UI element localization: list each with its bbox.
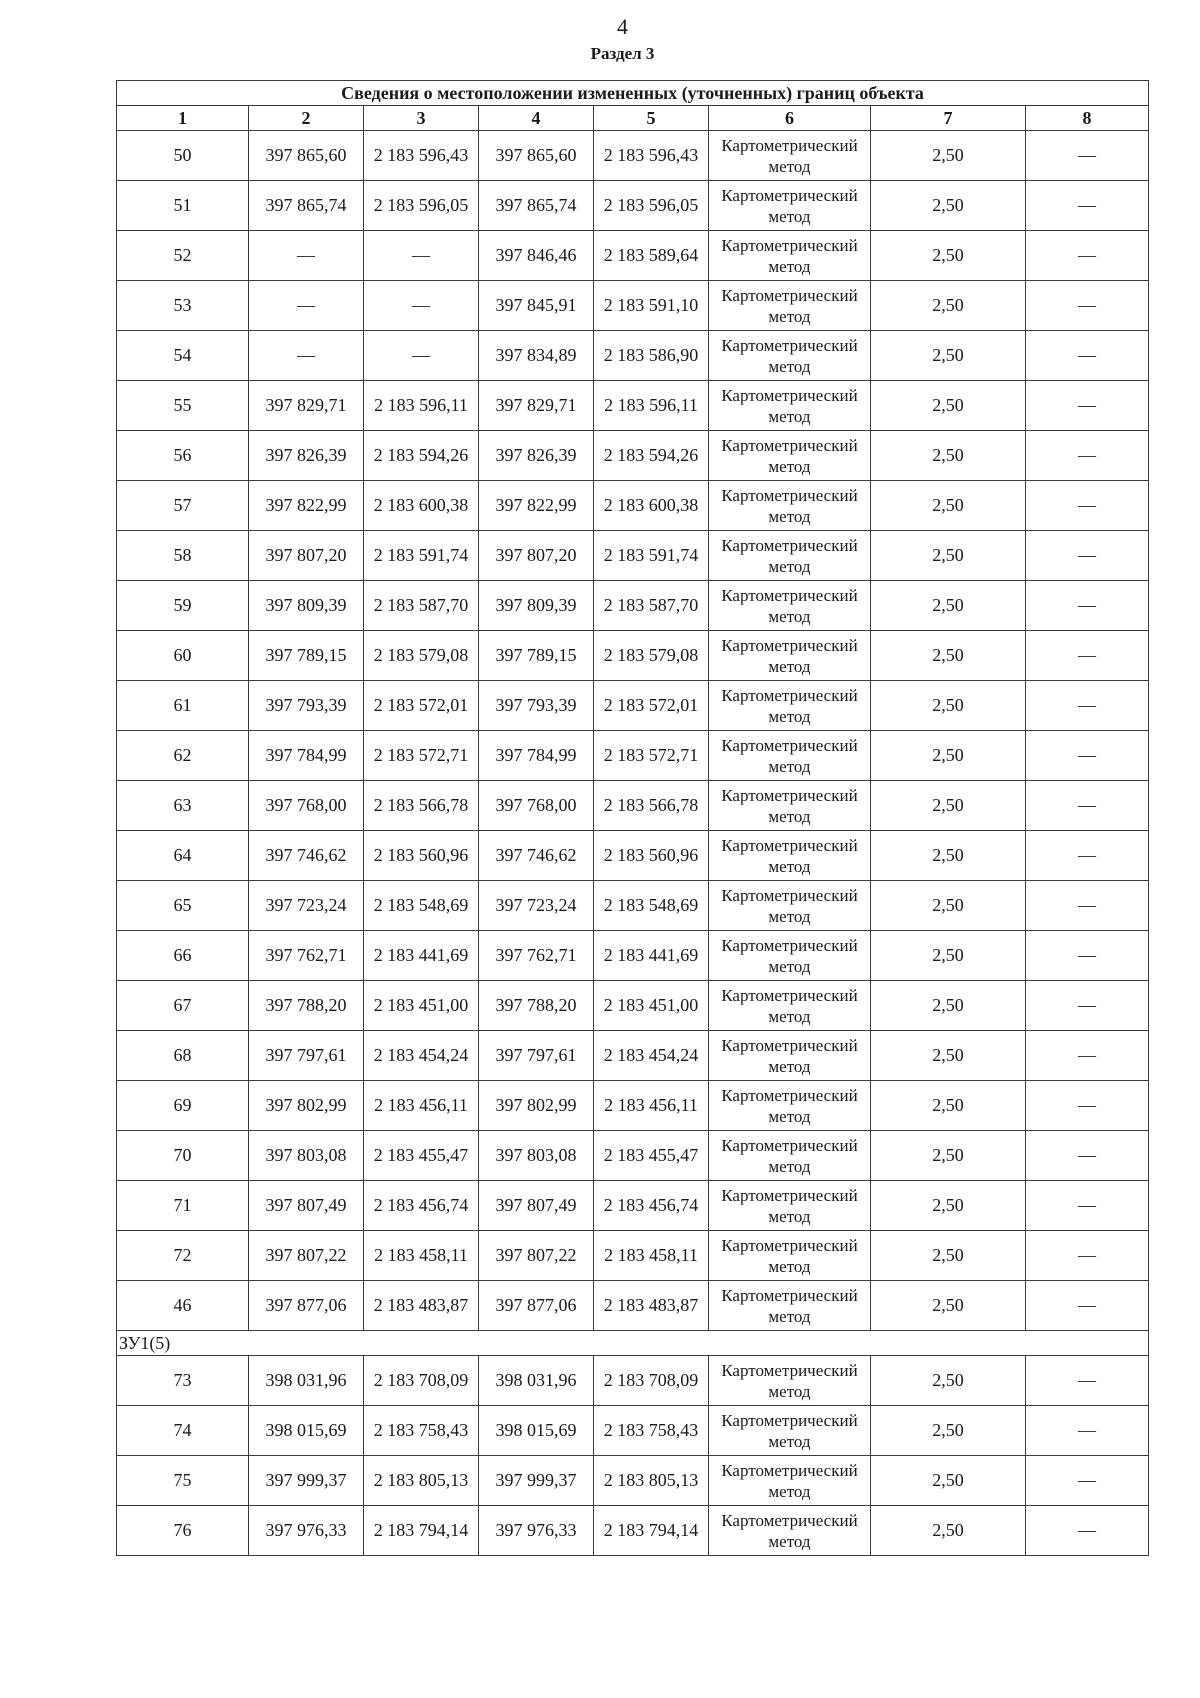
new-x-cell: 397 802,99 bbox=[479, 1081, 594, 1131]
table-row bbox=[117, 331, 1149, 381]
description-cell: — bbox=[1026, 931, 1149, 981]
method-cell: Картометрический метод bbox=[709, 681, 871, 731]
point-number-cell: 68 bbox=[117, 1031, 249, 1081]
new-y-cell: 2 183 594,26 bbox=[594, 431, 709, 481]
point-number-cell: 58 bbox=[117, 531, 249, 581]
point-number-cell: 70 bbox=[117, 1131, 249, 1181]
old-y-cell: 2 183 451,00 bbox=[364, 981, 479, 1031]
new-x-cell: 397 809,39 bbox=[479, 581, 594, 631]
method-cell: Картометрический метод bbox=[709, 281, 871, 331]
point-number-cell: 69 bbox=[117, 1081, 249, 1131]
new-x-cell: 397 803,08 bbox=[479, 1131, 594, 1181]
precision-cell: 2,50 bbox=[871, 1231, 1026, 1281]
precision-cell: 2,50 bbox=[871, 731, 1026, 781]
table-row bbox=[117, 1506, 1149, 1556]
table-row bbox=[117, 231, 1149, 281]
precision-cell: 2,50 bbox=[871, 1081, 1026, 1131]
new-y-cell: 2 183 566,78 bbox=[594, 781, 709, 831]
new-y-cell: 2 183 794,14 bbox=[594, 1506, 709, 1556]
description-cell: — bbox=[1026, 731, 1149, 781]
precision-cell: 2,50 bbox=[871, 831, 1026, 881]
description-cell: — bbox=[1026, 181, 1149, 231]
old-x-cell: 397 807,20 bbox=[249, 531, 364, 581]
new-x-cell: 397 976,33 bbox=[479, 1506, 594, 1556]
old-x-cell: 397 865,60 bbox=[249, 131, 364, 181]
table-row bbox=[117, 1281, 1149, 1331]
precision-cell: 2,50 bbox=[871, 1031, 1026, 1081]
point-number-cell: 61 bbox=[117, 681, 249, 731]
description-cell: — bbox=[1026, 1281, 1149, 1331]
precision-cell: 2,50 bbox=[871, 531, 1026, 581]
old-x-cell: 397 789,15 bbox=[249, 631, 364, 681]
description-cell: — bbox=[1026, 1506, 1149, 1556]
method-cell: Картометрический метод bbox=[709, 1506, 871, 1556]
precision-cell: 2,50 bbox=[871, 631, 1026, 681]
point-number-cell: 54 bbox=[117, 331, 249, 381]
method-cell: Картометрический метод bbox=[709, 1231, 871, 1281]
description-cell: — bbox=[1026, 681, 1149, 731]
precision-cell: 2,50 bbox=[871, 1356, 1026, 1406]
point-number-cell: 55 bbox=[117, 381, 249, 431]
page-number: 4 bbox=[617, 14, 628, 39]
table-row bbox=[117, 631, 1149, 681]
column-header: 3 bbox=[364, 106, 479, 131]
old-x-cell: 397 865,74 bbox=[249, 181, 364, 231]
new-y-cell: 2 183 483,87 bbox=[594, 1281, 709, 1331]
description-cell: — bbox=[1026, 431, 1149, 481]
new-y-cell: 2 183 708,09 bbox=[594, 1356, 709, 1406]
description-cell: — bbox=[1026, 1406, 1149, 1456]
table-row bbox=[117, 1406, 1149, 1456]
method-cell: Картометрический метод bbox=[709, 1456, 871, 1506]
old-x-cell: — bbox=[249, 231, 364, 281]
new-y-cell: 2 183 458,11 bbox=[594, 1231, 709, 1281]
old-y-cell: 2 183 441,69 bbox=[364, 931, 479, 981]
old-x-cell: 397 976,33 bbox=[249, 1506, 364, 1556]
old-x-cell: 397 999,37 bbox=[249, 1456, 364, 1506]
new-x-cell: 397 865,60 bbox=[479, 131, 594, 181]
table-row bbox=[117, 281, 1149, 331]
description-cell: — bbox=[1026, 131, 1149, 181]
old-y-cell: 2 183 708,09 bbox=[364, 1356, 479, 1406]
new-y-cell: 2 183 587,70 bbox=[594, 581, 709, 631]
new-x-cell: 397 877,06 bbox=[479, 1281, 594, 1331]
point-number-cell: 60 bbox=[117, 631, 249, 681]
old-x-cell: 397 784,99 bbox=[249, 731, 364, 781]
precision-cell: 2,50 bbox=[871, 781, 1026, 831]
point-number-cell: 76 bbox=[117, 1506, 249, 1556]
precision-cell: 2,50 bbox=[871, 131, 1026, 181]
description-cell: — bbox=[1026, 1081, 1149, 1131]
new-x-cell: 397 793,39 bbox=[479, 681, 594, 731]
new-y-cell: 2 183 454,24 bbox=[594, 1031, 709, 1081]
old-y-cell: 2 183 455,47 bbox=[364, 1131, 479, 1181]
point-number-cell: 73 bbox=[117, 1356, 249, 1406]
new-y-cell: 2 183 758,43 bbox=[594, 1406, 709, 1456]
new-x-cell: 397 829,71 bbox=[479, 381, 594, 431]
old-y-cell: 2 183 600,38 bbox=[364, 481, 479, 531]
description-cell: — bbox=[1026, 1131, 1149, 1181]
new-y-cell: 2 183 591,74 bbox=[594, 531, 709, 581]
description-cell: — bbox=[1026, 381, 1149, 431]
old-y-cell: 2 183 572,71 bbox=[364, 731, 479, 781]
precision-cell: 2,50 bbox=[871, 1506, 1026, 1556]
new-x-cell: 397 807,22 bbox=[479, 1231, 594, 1281]
old-x-cell: 398 015,69 bbox=[249, 1406, 364, 1456]
table-row bbox=[117, 1081, 1149, 1131]
new-y-cell: 2 183 456,11 bbox=[594, 1081, 709, 1131]
column-header: 5 bbox=[594, 106, 709, 131]
old-x-cell: 397 803,08 bbox=[249, 1131, 364, 1181]
method-cell: Картометрический метод bbox=[709, 381, 871, 431]
point-number-cell: 62 bbox=[117, 731, 249, 781]
table-row bbox=[117, 681, 1149, 731]
point-number-cell: 56 bbox=[117, 431, 249, 481]
description-cell: — bbox=[1026, 231, 1149, 281]
point-number-cell: 46 bbox=[117, 1281, 249, 1331]
method-cell: Картометрический метод bbox=[709, 881, 871, 931]
old-y-cell: 2 183 587,70 bbox=[364, 581, 479, 631]
new-y-cell: 2 183 805,13 bbox=[594, 1456, 709, 1506]
table-caption-row bbox=[117, 81, 1149, 106]
new-y-cell: 2 183 455,47 bbox=[594, 1131, 709, 1181]
new-y-cell: 2 183 596,05 bbox=[594, 181, 709, 231]
table-row bbox=[117, 481, 1149, 531]
new-x-cell: 397 762,71 bbox=[479, 931, 594, 981]
column-header: 2 bbox=[249, 106, 364, 131]
method-cell: Картометрический метод bbox=[709, 1356, 871, 1406]
old-x-cell: 398 031,96 bbox=[249, 1356, 364, 1406]
method-cell: Картометрический метод bbox=[709, 1281, 871, 1331]
new-y-cell: 2 183 548,69 bbox=[594, 881, 709, 931]
precision-cell: 2,50 bbox=[871, 931, 1026, 981]
method-cell: Картометрический метод bbox=[709, 731, 871, 781]
precision-cell: 2,50 bbox=[871, 431, 1026, 481]
section-title: Раздел 3 bbox=[590, 44, 655, 63]
description-cell: — bbox=[1026, 1356, 1149, 1406]
old-x-cell: 397 788,20 bbox=[249, 981, 364, 1031]
new-y-cell: 2 183 456,74 bbox=[594, 1181, 709, 1231]
table-row bbox=[117, 131, 1149, 181]
method-cell: Картометрический метод bbox=[709, 431, 871, 481]
new-x-cell: 397 723,24 bbox=[479, 881, 594, 931]
point-number-cell: 53 bbox=[117, 281, 249, 331]
old-x-cell: 397 822,99 bbox=[249, 481, 364, 531]
new-x-cell: 397 746,62 bbox=[479, 831, 594, 881]
boundary-coordinates-table bbox=[116, 80, 1149, 1556]
method-cell: Картометрический метод bbox=[709, 831, 871, 881]
precision-cell: 2,50 bbox=[871, 231, 1026, 281]
description-cell: — bbox=[1026, 331, 1149, 381]
precision-cell: 2,50 bbox=[871, 981, 1026, 1031]
table-row bbox=[117, 381, 1149, 431]
new-y-cell: 2 183 591,10 bbox=[594, 281, 709, 331]
new-x-cell: 397 846,46 bbox=[479, 231, 594, 281]
new-y-cell: 2 183 441,69 bbox=[594, 931, 709, 981]
table-row bbox=[117, 981, 1149, 1031]
new-y-cell: 2 183 596,43 bbox=[594, 131, 709, 181]
table-row bbox=[117, 931, 1149, 981]
table-row bbox=[117, 1456, 1149, 1506]
new-x-cell: 397 768,00 bbox=[479, 781, 594, 831]
description-cell: — bbox=[1026, 981, 1149, 1031]
table-row bbox=[117, 1181, 1149, 1231]
table-row bbox=[117, 731, 1149, 781]
method-cell: Картометрический метод bbox=[709, 1081, 871, 1131]
method-cell: Картометрический метод bbox=[709, 131, 871, 181]
point-number-cell: 75 bbox=[117, 1456, 249, 1506]
old-x-cell: 397 807,49 bbox=[249, 1181, 364, 1231]
old-y-cell: 2 183 483,87 bbox=[364, 1281, 479, 1331]
precision-cell: 2,50 bbox=[871, 281, 1026, 331]
description-cell: — bbox=[1026, 1231, 1149, 1281]
old-x-cell: 397 826,39 bbox=[249, 431, 364, 481]
new-x-cell: 397 807,49 bbox=[479, 1181, 594, 1231]
table-row bbox=[117, 1356, 1149, 1406]
precision-cell: 2,50 bbox=[871, 1181, 1026, 1231]
description-cell: — bbox=[1026, 831, 1149, 881]
precision-cell: 2,50 bbox=[871, 1456, 1026, 1506]
new-y-cell: 2 183 572,01 bbox=[594, 681, 709, 731]
new-y-cell: 2 183 600,38 bbox=[594, 481, 709, 531]
old-y-cell: 2 183 596,43 bbox=[364, 131, 479, 181]
new-x-cell: 397 865,74 bbox=[479, 181, 594, 231]
old-x-cell: — bbox=[249, 281, 364, 331]
new-x-cell: 397 784,99 bbox=[479, 731, 594, 781]
new-x-cell: 397 788,20 bbox=[479, 981, 594, 1031]
precision-cell: 2,50 bbox=[871, 181, 1026, 231]
method-cell: Картометрический метод bbox=[709, 481, 871, 531]
table-caption: Сведения о местоположении измененных (уточненных) границ объекта bbox=[117, 81, 1149, 106]
old-x-cell: 397 809,39 bbox=[249, 581, 364, 631]
new-y-cell: 2 183 586,90 bbox=[594, 331, 709, 381]
group-label-row bbox=[117, 1331, 1149, 1356]
old-y-cell: 2 183 794,14 bbox=[364, 1506, 479, 1556]
method-cell: Картометрический метод bbox=[709, 781, 871, 831]
old-y-cell: 2 183 454,24 bbox=[364, 1031, 479, 1081]
old-x-cell: 397 746,62 bbox=[249, 831, 364, 881]
table-row bbox=[117, 1031, 1149, 1081]
description-cell: — bbox=[1026, 1456, 1149, 1506]
old-x-cell: 397 802,99 bbox=[249, 1081, 364, 1131]
new-y-cell: 2 183 589,64 bbox=[594, 231, 709, 281]
description-cell: — bbox=[1026, 631, 1149, 681]
old-y-cell: — bbox=[364, 231, 479, 281]
description-cell: — bbox=[1026, 581, 1149, 631]
method-cell: Картометрический метод bbox=[709, 931, 871, 981]
new-x-cell: 397 845,91 bbox=[479, 281, 594, 331]
point-number-cell: 67 bbox=[117, 981, 249, 1031]
method-cell: Картометрический метод bbox=[709, 1131, 871, 1181]
new-y-cell: 2 183 560,96 bbox=[594, 831, 709, 881]
table-row bbox=[117, 431, 1149, 481]
description-cell: — bbox=[1026, 1031, 1149, 1081]
table-row bbox=[117, 581, 1149, 631]
old-x-cell: 397 807,22 bbox=[249, 1231, 364, 1281]
description-cell: — bbox=[1026, 1181, 1149, 1231]
old-y-cell: 2 183 805,13 bbox=[364, 1456, 479, 1506]
method-cell: Картометрический метод bbox=[709, 1406, 871, 1456]
old-y-cell: 2 183 458,11 bbox=[364, 1231, 479, 1281]
new-x-cell: 397 822,99 bbox=[479, 481, 594, 531]
column-header: 4 bbox=[479, 106, 594, 131]
precision-cell: 2,50 bbox=[871, 331, 1026, 381]
description-cell: — bbox=[1026, 281, 1149, 331]
point-number-cell: 57 bbox=[117, 481, 249, 531]
old-y-cell: 2 183 566,78 bbox=[364, 781, 479, 831]
old-y-cell: — bbox=[364, 331, 479, 381]
old-x-cell: 397 762,71 bbox=[249, 931, 364, 981]
old-y-cell: 2 183 572,01 bbox=[364, 681, 479, 731]
new-y-cell: 2 183 451,00 bbox=[594, 981, 709, 1031]
new-y-cell: 2 183 572,71 bbox=[594, 731, 709, 781]
description-cell: — bbox=[1026, 781, 1149, 831]
method-cell: Картометрический метод bbox=[709, 531, 871, 581]
old-x-cell: 397 877,06 bbox=[249, 1281, 364, 1331]
old-y-cell: 2 183 560,96 bbox=[364, 831, 479, 881]
precision-cell: 2,50 bbox=[871, 1281, 1026, 1331]
table-row bbox=[117, 831, 1149, 881]
method-cell: Картометрический метод bbox=[709, 1181, 871, 1231]
old-y-cell: 2 183 596,11 bbox=[364, 381, 479, 431]
point-number-cell: 74 bbox=[117, 1406, 249, 1456]
precision-cell: 2,50 bbox=[871, 1406, 1026, 1456]
table-row bbox=[117, 1231, 1149, 1281]
new-y-cell: 2 183 596,11 bbox=[594, 381, 709, 431]
table-row bbox=[117, 181, 1149, 231]
description-cell: — bbox=[1026, 881, 1149, 931]
old-x-cell: — bbox=[249, 331, 364, 381]
column-header: 1 bbox=[117, 106, 249, 131]
old-y-cell: 2 183 456,74 bbox=[364, 1181, 479, 1231]
precision-cell: 2,50 bbox=[871, 481, 1026, 531]
new-x-cell: 397 834,89 bbox=[479, 331, 594, 381]
column-header: 6 bbox=[709, 106, 871, 131]
old-x-cell: 397 768,00 bbox=[249, 781, 364, 831]
old-y-cell: 2 183 579,08 bbox=[364, 631, 479, 681]
method-cell: Картометрический метод bbox=[709, 331, 871, 381]
table-row bbox=[117, 531, 1149, 581]
new-x-cell: 397 999,37 bbox=[479, 1456, 594, 1506]
old-y-cell: 2 183 456,11 bbox=[364, 1081, 479, 1131]
old-y-cell: 2 183 758,43 bbox=[364, 1406, 479, 1456]
method-cell: Картометрический метод bbox=[709, 631, 871, 681]
point-number-cell: 64 bbox=[117, 831, 249, 881]
method-cell: Картометрический метод bbox=[709, 181, 871, 231]
point-number-cell: 71 bbox=[117, 1181, 249, 1231]
old-x-cell: 397 793,39 bbox=[249, 681, 364, 731]
column-header: 7 bbox=[871, 106, 1026, 131]
table-row bbox=[117, 781, 1149, 831]
old-y-cell: 2 183 596,05 bbox=[364, 181, 479, 231]
precision-cell: 2,50 bbox=[871, 1131, 1026, 1181]
description-cell: — bbox=[1026, 481, 1149, 531]
point-number-cell: 66 bbox=[117, 931, 249, 981]
precision-cell: 2,50 bbox=[871, 381, 1026, 431]
old-x-cell: 397 723,24 bbox=[249, 881, 364, 931]
precision-cell: 2,50 bbox=[871, 581, 1026, 631]
point-number-cell: 59 bbox=[117, 581, 249, 631]
old-y-cell: — bbox=[364, 281, 479, 331]
method-cell: Картометрический метод bbox=[709, 581, 871, 631]
precision-cell: 2,50 bbox=[871, 681, 1026, 731]
new-x-cell: 397 826,39 bbox=[479, 431, 594, 481]
old-y-cell: 2 183 594,26 bbox=[364, 431, 479, 481]
old-y-cell: 2 183 591,74 bbox=[364, 531, 479, 581]
new-x-cell: 397 789,15 bbox=[479, 631, 594, 681]
group-label: ЗУ1(5) bbox=[117, 1331, 1149, 1356]
new-x-cell: 397 807,20 bbox=[479, 531, 594, 581]
table-row bbox=[117, 1131, 1149, 1181]
point-number-cell: 50 bbox=[117, 131, 249, 181]
method-cell: Картометрический метод bbox=[709, 981, 871, 1031]
table-row bbox=[117, 881, 1149, 931]
old-x-cell: 397 829,71 bbox=[249, 381, 364, 431]
old-y-cell: 2 183 548,69 bbox=[364, 881, 479, 931]
point-number-cell: 65 bbox=[117, 881, 249, 931]
method-cell: Картометрический метод bbox=[709, 231, 871, 281]
new-y-cell: 2 183 579,08 bbox=[594, 631, 709, 681]
column-header: 8 bbox=[1026, 106, 1149, 131]
point-number-cell: 51 bbox=[117, 181, 249, 231]
new-x-cell: 397 797,61 bbox=[479, 1031, 594, 1081]
column-header-row bbox=[117, 106, 1149, 131]
description-cell: — bbox=[1026, 531, 1149, 581]
point-number-cell: 72 bbox=[117, 1231, 249, 1281]
method-cell: Картометрический метод bbox=[709, 1031, 871, 1081]
old-x-cell: 397 797,61 bbox=[249, 1031, 364, 1081]
new-x-cell: 398 031,96 bbox=[479, 1356, 594, 1406]
precision-cell: 2,50 bbox=[871, 881, 1026, 931]
point-number-cell: 63 bbox=[117, 781, 249, 831]
point-number-cell: 52 bbox=[117, 231, 249, 281]
new-x-cell: 398 015,69 bbox=[479, 1406, 594, 1456]
